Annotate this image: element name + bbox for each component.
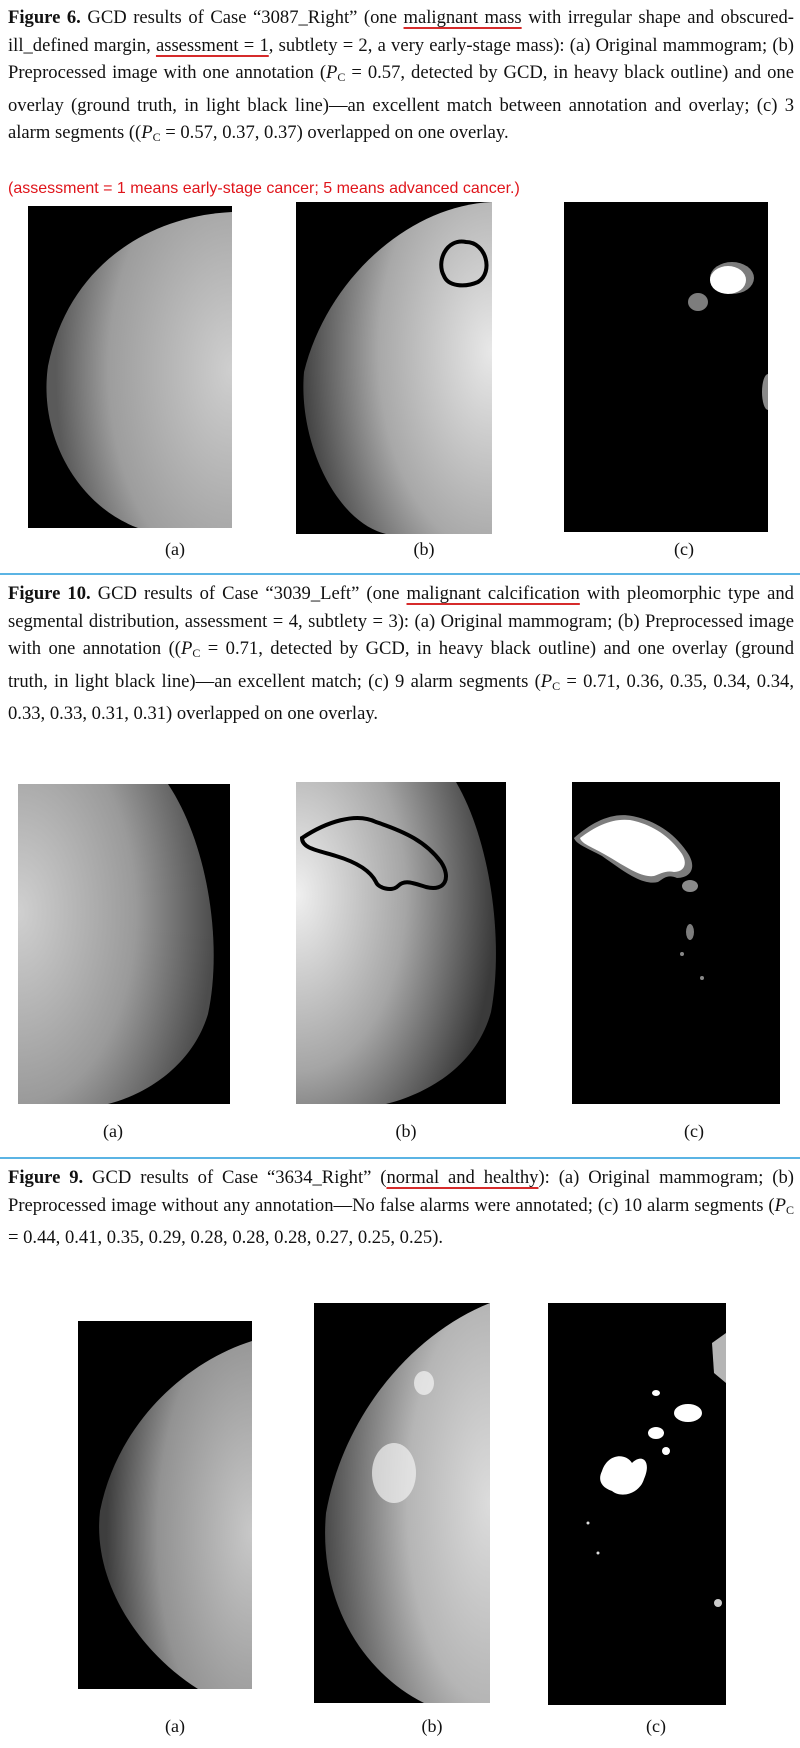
figure-9-panel-a-mammogram: [78, 1321, 252, 1689]
figure-10-panel-b-preprocessed: [296, 782, 506, 1104]
figure-9-panel-c-alarm-segments: [548, 1303, 726, 1705]
figure-6-label-c: (c): [674, 539, 694, 559]
figure-6-caption: Figure 6. GCD results of Case “3087_Right” (one malignant mass with irregular shape and obscured-ill_defined margin, assessment = 1, subtlety = 2, a very early-stage mass): (a) Original mammogram; (b) Preprocessed image with one annotation ($P_C = 0.57$, detected by GCD, in heavy black outline) and one overlay (ground truth, in light black line)—an excellent match between annotation and overlay; (c) 3 alarm segments (($P_C = 0.57$, 0.37, 0.37) overlapped on one overlay.: [8, 7, 794, 144]
highlight-malignant-calcification: malignant calcification: [406, 583, 580, 604]
figure-6-label-b: (b): [413, 539, 435, 559]
figure-6-label: Figure 6.: [8, 7, 81, 28]
figure-10-label-c: (c): [684, 1121, 704, 1141]
figure-9-label: Figure 9.: [8, 1167, 84, 1188]
figure-9-label-b: (b): [421, 1716, 443, 1736]
figure-6-label-a: (a): [165, 539, 185, 559]
figure-9-label-c: (c): [646, 1716, 666, 1736]
figure-9-panel-b-preprocessed: [314, 1303, 490, 1703]
highlight-assessment: assessment = 1: [155, 34, 269, 56]
divider: [0, 1157, 800, 1159]
figure-6-panel-b-preprocessed: [296, 202, 492, 534]
figure-10-label: Figure 10.: [8, 583, 91, 604]
figure-10-panel-c-alarm-segments: [572, 782, 780, 1104]
highlight-normal-healthy: normal and healthy: [386, 1167, 539, 1188]
highlight-malignant-mass: malignant mass: [403, 7, 522, 28]
figure-10-label-a: (a): [103, 1121, 123, 1141]
figure-10-label-b: (b): [395, 1121, 417, 1141]
divider: [0, 573, 800, 575]
figure-6-panel-c-alarm-segments: [564, 202, 768, 532]
figure-9-caption: Figure 9. GCD results of Case “3634_Right” (normal and healthy): (a) Original mammogram; (b) Preprocessed image without any annotation—No false alarms were annotated; (c) 10 alarm segments ($P_C = 0.44$, 0.41, 0.35, 0.29, 0.28, 0.28, 0.28, 0.27, 0.25, 0.25).: [8, 1167, 794, 1248]
figure-9-label-a: (a): [165, 1716, 185, 1736]
figure-10-panel-a-mammogram: [18, 784, 230, 1104]
assessment-note: (assessment = 1 means early-stage cancer; 5 means advanced cancer.): [8, 180, 520, 197]
figure-6-panel-a-mammogram: [28, 206, 232, 528]
figure-10-caption: Figure 10. GCD results of Case “3039_Left” (one malignant calcification with pleomorphic type and segmental distribution, assessment = 4, subtlety = 3): (a) Original mammogram; (b) Preprocessed image with one annotation (($P_C = 0.71$, detected by GCD, in heavy black outline) and one overlay (ground truth, in light black line)—an excellent match; (c) 9 alarm segments ($P_C = 0.71$, 0.36, 0.35, 0.34, 0.34, 0.33, 0.33, 0.31, 0.31) overlapped on one overlay.: [8, 583, 795, 724]
